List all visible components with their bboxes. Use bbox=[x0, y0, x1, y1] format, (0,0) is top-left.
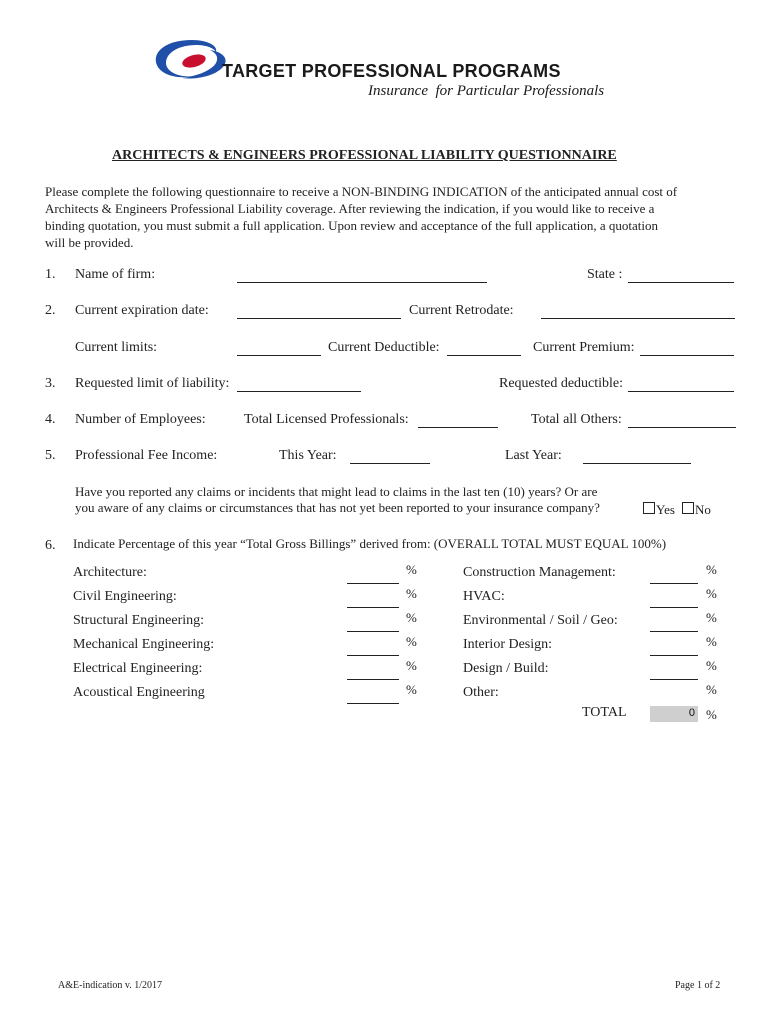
page-title: ARCHITECTS & ENGINEERS PROFESSIONAL LIABILITY QUESTIONNAIRE bbox=[112, 148, 617, 163]
q5-label: Professional Fee Income: bbox=[75, 448, 218, 463]
billing-label-architecture: Architecture: bbox=[73, 565, 147, 580]
intro-line-2: Architects & Engineers Professional Liability coverage. After reviewing the indication, if you would like to receive a bbox=[45, 201, 655, 216]
billing-electrical-field[interactable] bbox=[347, 662, 399, 680]
billing-environmental-field[interactable] bbox=[650, 614, 698, 632]
licensed-professionals-label: Total Licensed Professionals: bbox=[244, 412, 409, 427]
billing-label-electrical: Electrical Engineering: bbox=[73, 661, 203, 676]
billing-acoustical-field[interactable] bbox=[347, 686, 399, 704]
billing-label-hvac: HVAC: bbox=[463, 589, 505, 604]
this-year-label: This Year: bbox=[279, 448, 337, 463]
q1-number: 1. bbox=[45, 267, 56, 282]
total-value: 0 bbox=[688, 707, 695, 719]
total-label: TOTAL bbox=[582, 705, 627, 720]
state-field[interactable] bbox=[628, 265, 734, 283]
expiration-date-field[interactable] bbox=[237, 301, 401, 319]
percent-sign: % bbox=[706, 562, 717, 577]
q4-label: Number of Employees: bbox=[75, 412, 206, 427]
intro-paragraph bbox=[45, 183, 677, 251]
billing-label-civil: Civil Engineering: bbox=[73, 589, 177, 604]
q1-label: Name of firm: bbox=[75, 267, 156, 282]
percent-sign: % bbox=[406, 562, 417, 577]
percent-sign: % bbox=[706, 658, 717, 673]
claims-question bbox=[75, 484, 600, 516]
q6-number: 6. bbox=[45, 538, 56, 553]
requested-limit-field[interactable] bbox=[237, 374, 361, 392]
percent-sign: % bbox=[406, 610, 417, 625]
claims-yes-checkbox[interactable] bbox=[643, 502, 655, 514]
footer-page-number: Page 1 of 2 bbox=[675, 980, 721, 991]
target-swirl-logo-icon bbox=[150, 36, 232, 84]
requested-deductible-field[interactable] bbox=[628, 374, 734, 392]
percent-sign: % bbox=[706, 707, 717, 722]
billing-mechanical-field[interactable] bbox=[347, 638, 399, 656]
billing-design-build-field[interactable] bbox=[650, 662, 698, 680]
current-limits-field[interactable] bbox=[237, 338, 321, 356]
q3-label: Requested limit of liability: bbox=[75, 376, 230, 391]
billing-label-structural: Structural Engineering: bbox=[73, 613, 205, 628]
footer-version: A&E-indication v. 1/2017 bbox=[58, 980, 163, 991]
total-others-label: Total all Others: bbox=[531, 412, 622, 427]
requested-deductible-label: Requested deductible: bbox=[499, 376, 624, 391]
claims-line-2: you aware of any claims or circumstances that has not yet been reported to your insurance company? bbox=[75, 500, 600, 515]
billing-other-field[interactable] bbox=[650, 683, 698, 701]
billing-structural-field[interactable] bbox=[347, 614, 399, 632]
billing-architecture-field[interactable] bbox=[347, 566, 399, 584]
intro-line-1: Please complete the following questionnaire to receive a NON-BINDING INDICATION of the anticipated annual cost of bbox=[45, 184, 678, 199]
claims-no-label: No bbox=[695, 502, 711, 517]
percent-sign: % bbox=[406, 634, 417, 649]
billing-hvac-field[interactable] bbox=[650, 590, 698, 608]
percent-sign: % bbox=[706, 610, 717, 625]
licensed-professionals-field[interactable] bbox=[418, 410, 498, 428]
billing-civil-field[interactable] bbox=[347, 590, 399, 608]
retrodate-label: Current Retrodate: bbox=[409, 303, 514, 318]
claims-yes-label: Yes bbox=[656, 502, 675, 517]
q2-number: 2. bbox=[45, 303, 56, 318]
total-others-field[interactable] bbox=[628, 410, 736, 428]
state-label: State : bbox=[587, 267, 623, 282]
q4-number: 4. bbox=[45, 412, 56, 427]
claims-no-checkbox[interactable] bbox=[682, 502, 694, 514]
q6-label: Indicate Percentage of this year “Total Gross Billings” derived from: (OVERALL TOTAL MUST EQUAL 100%) bbox=[73, 536, 667, 551]
billing-interior-design-field[interactable] bbox=[650, 638, 698, 656]
company-tagline: Insurance for Particular Professionals bbox=[368, 83, 605, 99]
percent-sign: % bbox=[406, 658, 417, 673]
q5-number: 5. bbox=[45, 448, 56, 463]
claims-line-1: Have you reported any claims or incidents that might lead to claims in the last ten (10) years? Or are bbox=[75, 484, 598, 499]
retrodate-field[interactable] bbox=[541, 301, 735, 319]
billing-label-design-build: Design / Build: bbox=[463, 661, 549, 676]
billing-construction-mgmt-field[interactable] bbox=[650, 566, 698, 584]
current-limits-label: Current limits: bbox=[75, 340, 158, 355]
billing-label-construction-mgmt: Construction Management: bbox=[463, 565, 616, 580]
q3-number: 3. bbox=[45, 376, 56, 391]
intro-line-3: binding quotation, you must submit a full application. Upon review and acceptance of the full application, a quotation bbox=[45, 218, 659, 233]
current-premium-label: Current Premium: bbox=[533, 340, 635, 355]
billing-label-other: Other: bbox=[463, 685, 499, 700]
percent-sign: % bbox=[706, 586, 717, 601]
current-deductible-label: Current Deductible: bbox=[328, 340, 440, 355]
q2-label: Current expiration date: bbox=[75, 303, 209, 318]
percent-sign: % bbox=[406, 682, 417, 697]
billing-label-environmental: Environmental / Soil / Geo: bbox=[463, 613, 618, 628]
percent-sign: % bbox=[706, 682, 717, 697]
firm-name-field[interactable] bbox=[237, 265, 487, 283]
current-premium-field[interactable] bbox=[640, 338, 734, 356]
last-year-fee-field[interactable] bbox=[583, 446, 691, 464]
total-value-box bbox=[650, 706, 698, 722]
intro-line-4: will be provided. bbox=[45, 235, 134, 250]
this-year-fee-field[interactable] bbox=[350, 446, 430, 464]
last-year-label: Last Year: bbox=[505, 448, 562, 463]
billing-label-interior-design: Interior Design: bbox=[463, 637, 553, 652]
billing-label-acoustical: Acoustical Engineering bbox=[73, 685, 205, 700]
percent-sign: % bbox=[706, 634, 717, 649]
percent-sign: % bbox=[406, 586, 417, 601]
current-deductible-field[interactable] bbox=[447, 338, 521, 356]
company-name: TARGET PROFESSIONAL PROGRAMS bbox=[222, 61, 561, 81]
billing-label-mechanical: Mechanical Engineering: bbox=[73, 637, 215, 652]
